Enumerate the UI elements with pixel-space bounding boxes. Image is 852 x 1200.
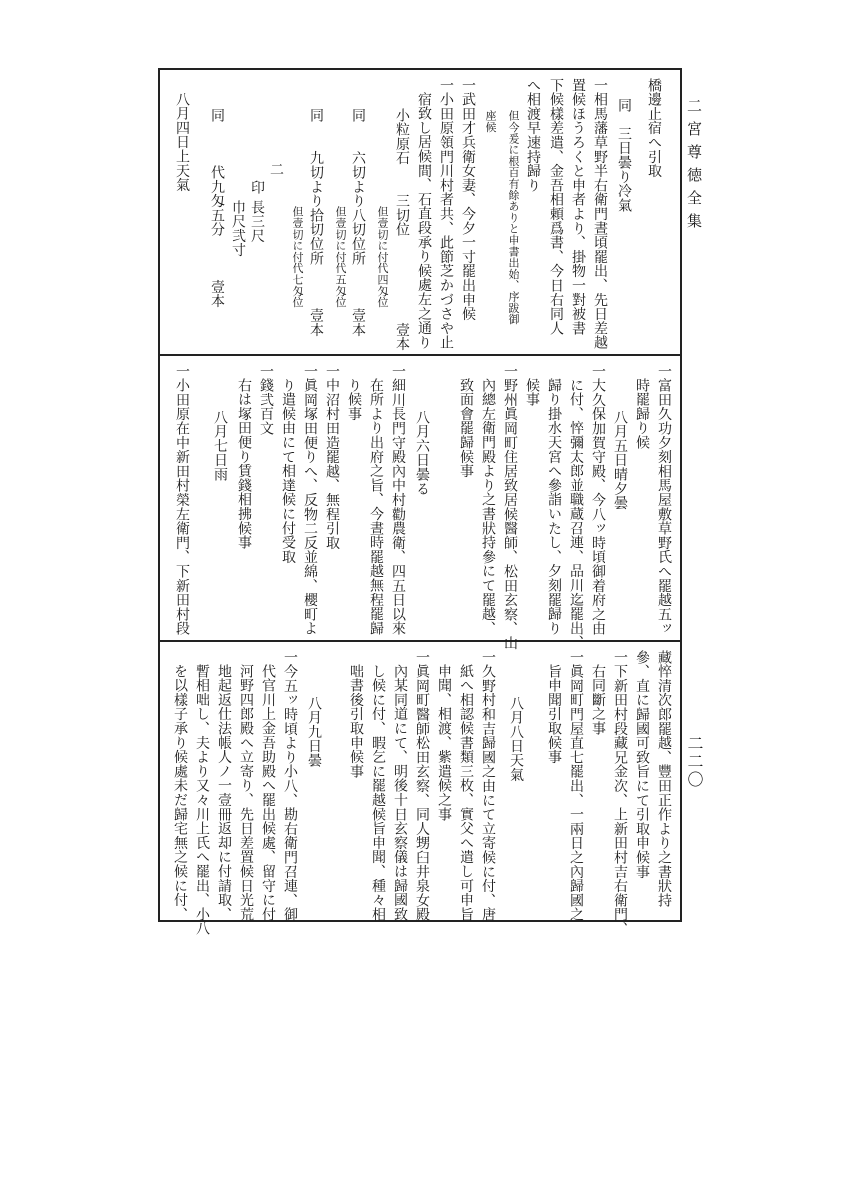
text-column: 但壹切に付代七匁位 <box>291 206 304 308</box>
text-column: 同 代九匁五分 壹本 <box>209 108 225 309</box>
text-column: 橋邊止宿へ引取 <box>646 78 662 179</box>
text-column: 內總左衛門殿より之書狀持參にて罷越、 <box>480 378 496 636</box>
text-column: 印 <box>249 180 265 195</box>
text-column: 一眞岡町門屋直七罷出、一兩日之內歸國之 <box>568 650 584 922</box>
text-column: に付、悴彌太郎並職蔵召連、品川迄罷出、 <box>568 378 584 650</box>
text-column: 一下新田村段藏兄金次、上新田村吉右衛門、 <box>612 650 628 936</box>
page-number: 二二〇 <box>685 735 704 789</box>
text-column: 座候 <box>484 110 497 133</box>
text-column: 同 三日曇り冷氣 <box>616 98 632 213</box>
text-column: 右同斷之事 <box>590 664 606 736</box>
text-column: 暫相咄し、夫より又々川上氏へ罷出、小八 <box>194 664 210 936</box>
text-column: 藏悴清次郎罷越、豐田正作より之書狀持 <box>656 650 672 908</box>
text-column: 咄書後引取申候事 <box>348 664 364 779</box>
text-column: 一眞岡町醫師松田玄察、同人甥臼井泉女殿 <box>414 650 430 922</box>
book-title: 二宮尊徳全集 <box>685 98 703 236</box>
text-column: 長三尺 <box>249 200 265 243</box>
text-column: 小粒原石 三切位 壹本 <box>394 108 410 352</box>
text-column: を以樣子承り候處未だ歸宅無之候に付、 <box>172 664 188 922</box>
text-column: 巾尺弐寸 <box>230 200 246 258</box>
text-column: 一富田久功夕刻相馬屋敷草野氏へ罷越五ッ <box>656 364 672 636</box>
text-column: 一錢弐百文 <box>258 364 274 436</box>
text-column: 八月八日天氣 <box>508 696 524 782</box>
text-column: 一相馬藩草野半右衛門晝頃罷出、先日差越 <box>592 78 608 350</box>
text-column: 八月九日曇 <box>306 696 322 768</box>
text-column: へ相渡早速持歸り <box>525 78 541 193</box>
text-column: 八月五日晴夕曇 <box>612 410 628 511</box>
text-column: 一中沼村田造罷越、無程引取 <box>324 364 340 550</box>
band-divider-2 <box>158 640 682 642</box>
text-column: 一大久保加賀守殿、今八ッ時頃御着府之由 <box>590 364 606 636</box>
text-column: 候事 <box>524 378 540 407</box>
text-column: 致面會罷歸候事 <box>458 378 474 479</box>
text-column: 內某同道にて、明後十日玄察儀は歸國致 <box>392 664 408 922</box>
band-divider-1 <box>158 354 682 356</box>
text-column: り候事 <box>346 378 362 421</box>
text-column: 在所より出府之旨、今晝時罷越無程罷歸 <box>368 378 384 636</box>
text-column: 一今五ッ時頃より小八、勘右衛門召連、御 <box>282 650 298 922</box>
text-column: 參、直に歸國可致旨にて引取申候事 <box>634 650 650 879</box>
text-column: 同 六切より八切位所 壹本 <box>350 108 366 337</box>
text-column: 一久野村和吉歸國之由にて立寄候に付、唐 <box>480 650 496 922</box>
text-column: 歸り掛水天宮へ參詣いたし、夕刻罷歸り <box>546 378 562 636</box>
text-column: 代官川上金吾助殿へ罷出候處、留守に付 <box>260 664 276 922</box>
text-column: 一小田原領門川村者共、此節芝かづさや止 <box>438 78 454 350</box>
text-column: 一細川長門守殿內中村勸農衛、四五日以來 <box>390 364 406 636</box>
text-column: 二 <box>268 162 284 177</box>
text-column: 一武田才兵衛女妻、今夕一寸罷出申候 <box>460 78 476 322</box>
text-column: 時罷歸り候 <box>634 378 650 450</box>
text-column: 地起返仕法帳人ノ一壹冊返却に付請取、 <box>216 664 232 922</box>
text-column: 但今爰に根百有餘ありと申書出始、序跋御 <box>507 110 520 325</box>
text-column: 但壹切に付代五匁位 <box>334 206 347 308</box>
text-column: 下候樣差遣、金吾相頼爲書、今日右同人 <box>548 78 564 336</box>
text-column: 一小田原在中新田村榮左衛門、下新田村段 <box>174 364 190 636</box>
text-column: り遣候由にて相達候に付受取 <box>280 378 296 564</box>
text-column: 申聞、相渡、紫遣候之事 <box>436 664 452 822</box>
text-column: 一野州眞岡町住居致居候醫師、松田玄察、山 <box>502 364 518 650</box>
text-column: 一眞岡塚田便りへ、反物二反並綿、櫻町よ <box>302 364 318 636</box>
text-column: 紙へ相認候書類三枚、實父へ遣し可申旨 <box>458 664 474 922</box>
text-column: 但壹切に付代四匁位 <box>376 206 389 308</box>
text-column: 旨申聞引取候事 <box>546 664 562 765</box>
text-column: 右は塚田便り賃錢相拂候事 <box>236 378 252 550</box>
text-column: し候に付、暇乞に罷越候旨申聞、種々相 <box>370 664 386 922</box>
text-column: 置候ほうろくと申者より、掛物一對被書 <box>570 78 586 336</box>
text-column: 八月六日曇る <box>414 410 430 496</box>
text-column: 八月四日上天氣 <box>174 92 190 193</box>
text-column: 河野四郎殿へ立寄り、先日差置候日光荒 <box>238 664 254 922</box>
text-column: 同 九切より拾切位所 壹本 <box>308 108 324 337</box>
text-column: 宿致し居候間、石直段承り候處左之通り <box>416 92 432 350</box>
text-column: 八月七日雨 <box>212 410 228 482</box>
